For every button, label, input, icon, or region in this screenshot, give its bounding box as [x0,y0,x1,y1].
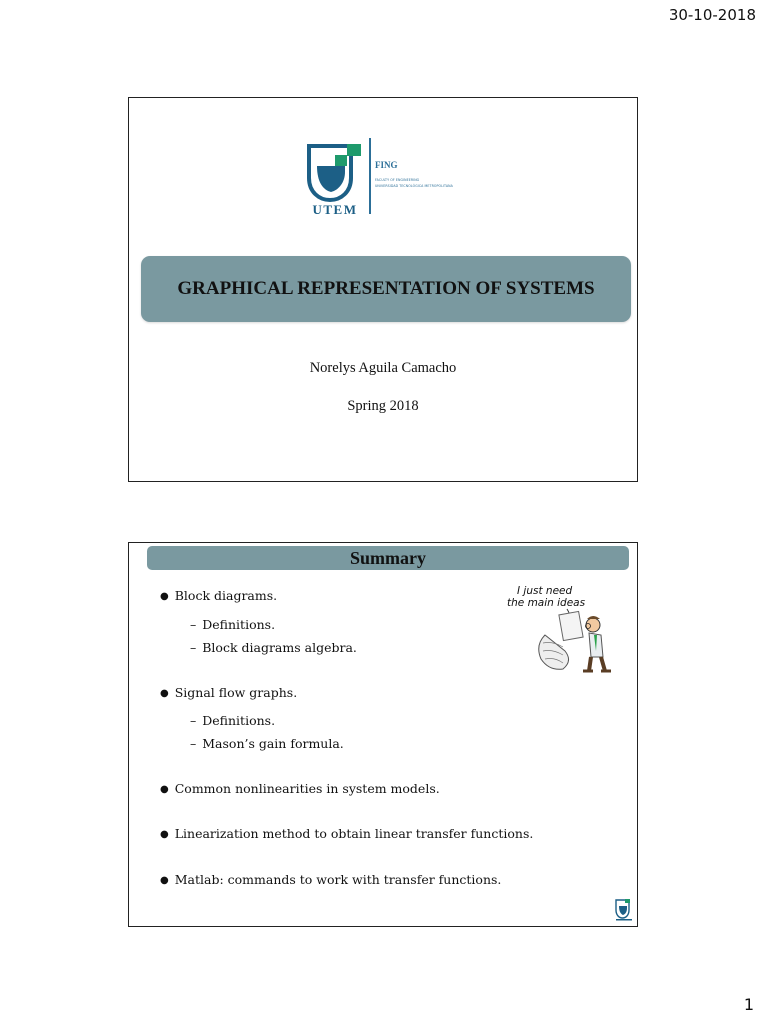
bullet-text: Block diagrams. [174,588,278,603]
utem-logo [305,138,475,216]
bullet-item [160,588,277,603]
bullet-dot: ● [160,784,169,795]
bullet-dot: ● [160,591,169,602]
utem-wordmark: UTEM [312,202,358,217]
sub-text: Block diagrams algebra. [202,640,357,655]
cartoon-caption-line1: I just need [517,585,573,597]
bullet-dot: ● [160,875,169,886]
summary-title: Summary [350,547,426,568]
dash: – [190,713,197,728]
sub-text: Definitions. [202,713,276,728]
dash: – [190,736,197,751]
faculty-name: FACULTY OF ENGINEERING [375,178,420,182]
bullet-text: Matlab: commands to work with transfer functions. [174,872,502,887]
university-name: UNIVERSIDAD TECNOLÓGICA METROPOLITANA [375,184,453,188]
utem-mini-logo-icon [615,899,633,921]
date-label: 30-10-2018 [668,6,756,24]
sub-text: Definitions. [202,617,276,632]
cartoon-illustration [505,585,625,677]
title-banner [141,256,631,322]
cartoon-caption-line2: the main ideas [507,597,586,609]
bullet-item [160,872,501,887]
bullet-item [160,826,533,841]
reading-man-icon [505,585,625,677]
bullet-text: Linearization method to obtain linear transfer functions. [174,826,534,841]
page-number: 1 [743,995,754,1014]
title-slide [128,97,638,482]
utem-shield-icon [305,142,367,202]
dash: – [190,640,197,655]
sub-item [190,617,275,632]
bullet-text: Common nonlinearities in system models. [174,781,440,796]
author-name: Norelys Aguila Camacho [309,360,457,376]
bullet-item [160,685,297,700]
summary-slide [128,542,638,927]
bullet-item [160,781,440,796]
sub-item [190,640,357,655]
dash: – [190,617,197,632]
sub-text: Mason’s gain formula. [202,736,344,751]
sub-item [190,736,344,751]
faculty-abbrev: FING [375,160,398,170]
term-label: Spring 2018 [347,398,419,414]
logo-divider [369,138,371,214]
bullet-dot: ● [160,829,169,840]
bullet-text: Signal flow graphs. [174,685,298,700]
sub-item [190,713,275,728]
summary-header [147,546,629,570]
slide-title: GRAPHICAL REPRESENTATION OF SYSTEMS [177,278,595,299]
bullet-dot: ● [160,688,169,699]
